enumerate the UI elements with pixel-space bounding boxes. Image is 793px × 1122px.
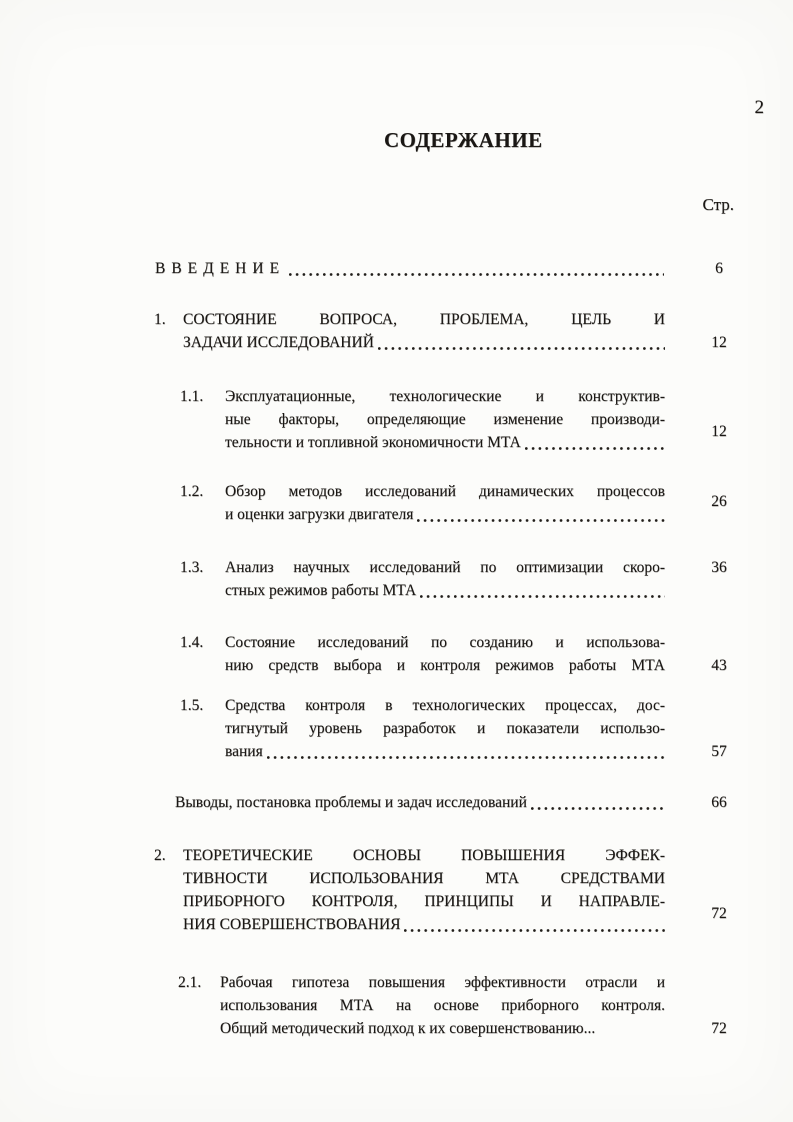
entry-line-text: тельности и топливной экономичности МТА (225, 434, 521, 451)
entry-number: 1.5. (180, 697, 204, 714)
entry-page-number: 57 (711, 743, 727, 760)
dot-leader (263, 740, 665, 763)
entry-title (155, 257, 664, 280)
toc-entry-intro (154, 257, 725, 280)
entry-title (183, 844, 665, 936)
entry-number: 2. (154, 847, 166, 864)
entry-line: Эксплуатационные, технологические и конструктив- (225, 388, 665, 405)
entry-title (175, 791, 665, 814)
toc-entry-s1 (154, 308, 725, 354)
entry-page-number: 6 (715, 260, 723, 277)
entry-title (183, 308, 665, 354)
toc-entry-s2-1 (154, 971, 725, 1040)
toc-entry-s1-3 (154, 556, 725, 602)
entry-line: Общий методический подход к их совершенствованию... (220, 1020, 596, 1037)
entry-number: 1.2. (180, 483, 204, 500)
entry-title (220, 971, 665, 1040)
entry-line: ные факторы, определяющие изменение производи- (225, 411, 665, 428)
entry-page-number: 72 (711, 1020, 727, 1037)
toc-entry-vyvody (154, 791, 725, 814)
entry-line (183, 913, 665, 936)
entry-page-number: 12 (711, 423, 727, 440)
entry-line-text: и оценки загрузки двигателя (225, 506, 414, 523)
entry-number: 1.3. (180, 559, 204, 576)
toc-entry-s1-4 (154, 631, 725, 677)
entry-line-text: Выводы, постановка проблемы и задач исследований (175, 794, 527, 811)
entry-line: использования МТА на основе приборного контроля. (220, 997, 665, 1014)
entry-line: ПРИБОРНОГО КОНТРОЛЯ, ПРИНЦИПЫ И НАПРАВЛЕ- (183, 893, 665, 910)
entry-page-number: 12 (711, 334, 727, 351)
entry-title (225, 631, 665, 677)
entry-line (225, 431, 665, 454)
entry-line: Средства контроля в технологических процессах, дос- (225, 697, 665, 714)
entry-line (175, 791, 665, 814)
entry-line-text: вания (225, 743, 263, 760)
entry-page-number: 26 (711, 493, 727, 510)
entry-title (225, 694, 665, 763)
entry-number: 1. (154, 311, 166, 328)
entry-number: 1.1. (180, 388, 204, 405)
dot-leader (374, 331, 665, 354)
dot-leader (413, 503, 665, 526)
toc-entry-s1-2 (154, 480, 725, 526)
dot-leader (527, 791, 665, 814)
entry-line (155, 257, 664, 280)
entry-line: Обзор методов исследований динамических процессов (225, 483, 665, 500)
dot-leader (416, 579, 665, 602)
entry-line: ТИВНОСТИ ИСПОЛЬЗОВАНИЯ МТА СРЕДСТВАМИ (183, 870, 665, 887)
entry-title (225, 385, 665, 454)
entry-page-number: 36 (711, 559, 727, 576)
entry-title (225, 480, 665, 526)
entry-number: 1.4. (180, 634, 204, 651)
entry-line: нию средств выбора и контроля режимов работы МТА (225, 657, 665, 674)
entry-line-text: ВВЕДЕНИЕ (155, 260, 286, 277)
entry-line-text: НИЯ СОВЕРШЕНСТВОВАНИЯ (183, 916, 401, 933)
entry-line: тигнутый уровень разработок и показатели использо- (225, 720, 665, 737)
dot-leader (521, 431, 665, 454)
entry-line-text: ЗАДАЧИ ИССЛЕДОВАНИЙ (183, 334, 374, 351)
entry-line: Состояние исследований по созданию и использова- (225, 634, 665, 651)
toc-entry-s1-1 (154, 385, 725, 454)
entry-line (225, 579, 665, 602)
entry-line (183, 331, 665, 354)
entry-line: ТЕОРЕТИЧЕСКИЕ ОСНОВЫ ПОВЫШЕНИЯ ЭФФЕК- (183, 847, 665, 864)
entry-title (225, 556, 665, 602)
dot-leader (400, 913, 665, 936)
entry-line: СОСТОЯНИЕ ВОПРОСА, ПРОБЛЕМА, ЦЕЛЬ И (183, 311, 665, 328)
entry-number: 2.1. (178, 974, 202, 991)
page-title: СОДЕРЖАНИЕ (384, 128, 543, 152)
entry-page-number: 72 (711, 905, 727, 922)
corner-page-number: 2 (754, 97, 764, 118)
entry-line (225, 740, 665, 763)
entry-line: Рабочая гипотеза повышения эффективности отрасли и (220, 974, 665, 991)
dot-leader (285, 257, 664, 280)
page-column-header: Стр. (702, 195, 734, 214)
entry-page-number: 66 (711, 794, 727, 811)
entry-line-text: стных режимов работы МТА (225, 582, 417, 599)
entry-page-number: 43 (711, 657, 727, 674)
entry-line (225, 503, 665, 526)
toc-entry-s1-5 (154, 694, 725, 763)
entry-line: Анализ научных исследований по оптимизации скоро- (225, 559, 665, 576)
toc-entry-s2 (154, 844, 725, 936)
